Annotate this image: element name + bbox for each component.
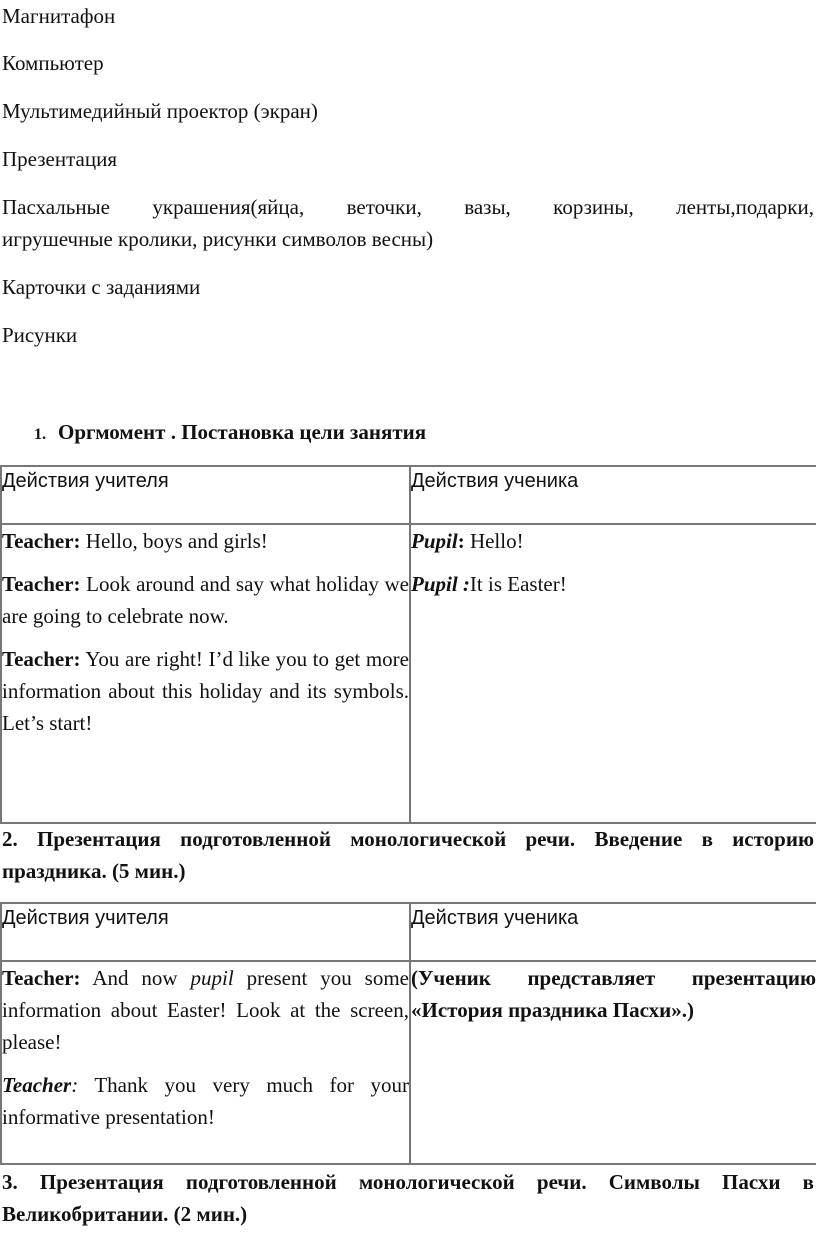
column-header-teacher: Действия учителя [1,466,410,524]
pupil-actions-cell [410,524,816,823]
section-3-heading-line: 3. Презентация подготовленной монологической речи. Символы Пасхи в [2,1170,814,1194]
pupil-line: Pupil :It is Easter! [411,572,567,596]
teacher-actions-cell [1,524,410,823]
teacher-line: Teacher: Hello, boys and girls! [2,529,268,553]
section-2-heading-line: праздника. (5 мин.) [2,859,186,883]
section-2-table [0,902,816,1165]
teacher-line: Teacher: And now pupil present you some information about Easter! Look at the screen, please! [2,966,409,1054]
column-header-teacher: Действия учителя [1,903,410,961]
teacher-line: Teacher: Look around and say what holiday we are going to celebrate now. [2,572,409,628]
pupil-line: Pupil: Hello! [411,529,524,553]
equipment-item: Компьютер [2,51,104,75]
equipment-item: Мультимедийный проектор (экран) [2,99,318,123]
section-1-number: 1. [34,426,46,443]
teacher-actions-cell [1,961,410,1164]
section-3-heading-line: Великобритании. (2 мин.) [2,1202,248,1226]
teacher-line: Teacher: You are right! I’d like you to get more information about this holiday and its symbols. Let’s start! [2,647,409,735]
teacher-line: Teacher: Thank you very much for your informative presentation! [2,1073,409,1129]
equipment-item: Карточки с заданиями [2,275,201,299]
column-header-pupil: Действия ученика [410,903,816,961]
pupil-line: (Ученик представляет презентацию «История праздника Пасхи».) [411,966,816,1022]
equipment-item: Рисунки [2,323,78,347]
column-header-pupil: Действия ученика [410,466,816,524]
equipment-item: Презентация [2,147,117,171]
pupil-actions-cell [410,961,816,1164]
section-1-title: Оргмомент . Постановка цели занятия [58,420,427,444]
section-1-table [0,465,816,824]
section-1-heading [34,416,426,451]
section-2-heading-line: 2. Презентация подготовленной монологической речи. Введение в историю [2,827,814,851]
equipment-item: Магнитафон [2,4,116,28]
equipment-item: Пасхальные украшения(яйца, веточки, вазы, корзины, ленты,подарки, [2,195,814,219]
equipment-item-continued: игрушечные кролики, рисунки символов весны) [2,227,434,251]
